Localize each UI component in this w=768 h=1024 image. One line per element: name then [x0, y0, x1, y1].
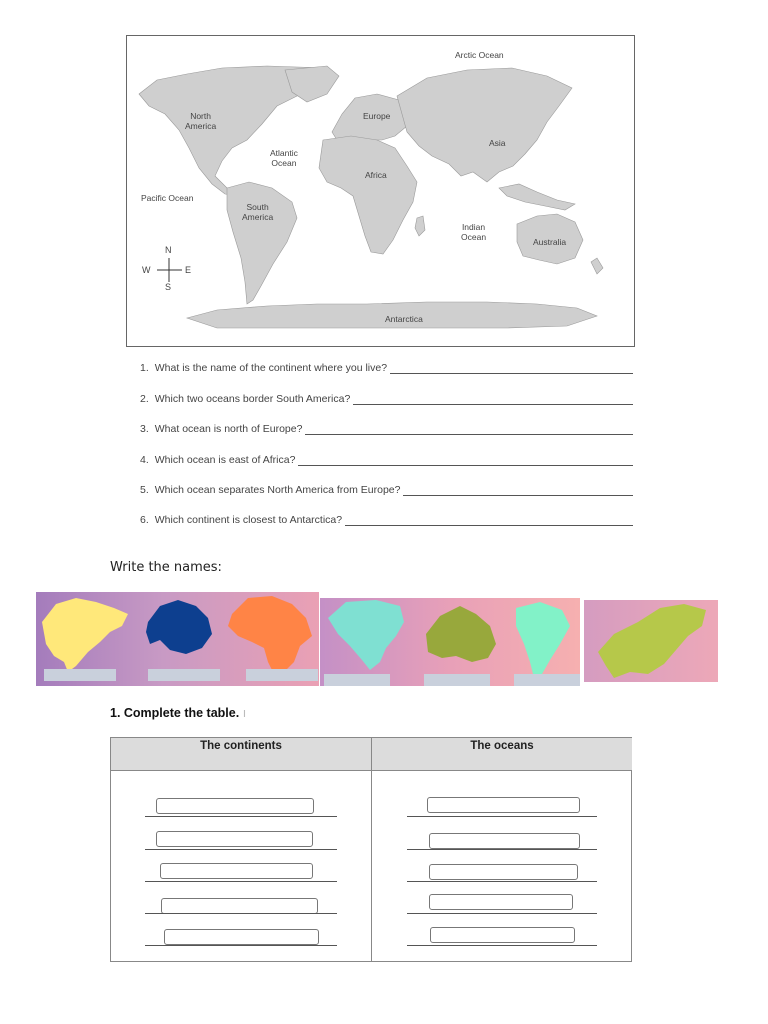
table-heading-text: 1. Complete the table.: [110, 706, 240, 720]
compass-south-label: S: [165, 282, 172, 292]
question-text: What ocean is north of Europe?: [154, 423, 303, 435]
compass-rose: [157, 258, 182, 282]
table-heading: [110, 706, 246, 720]
continent-answer-line: [145, 816, 337, 817]
question-number: 3.: [140, 423, 149, 435]
north-america-silhouette: [328, 600, 404, 670]
question-row: [140, 482, 633, 496]
north-america-label: North America: [185, 111, 217, 131]
world-map: [126, 35, 635, 347]
ocean-answer-box[interactable]: [429, 864, 578, 880]
africa-label: Africa: [365, 170, 387, 180]
answer-line[interactable]: [353, 394, 633, 405]
column-header-continents: The continents: [111, 738, 371, 771]
question-row: [140, 512, 633, 526]
column-header-oceans: The oceans: [372, 738, 632, 771]
continent-silhouettes-2: [320, 598, 580, 686]
europe-silhouette: [598, 604, 706, 678]
continent-strip-1: [36, 592, 319, 686]
question-number: 6.: [140, 514, 149, 526]
column-divider: [371, 738, 372, 961]
madagascar-shape: [415, 216, 425, 236]
continent-answer-box[interactable]: [161, 898, 318, 914]
question-text: Which two oceans border South America?: [154, 393, 351, 405]
answer-box-africa[interactable]: [246, 669, 318, 681]
atlantic-ocean-label: Atlantic Ocean: [270, 148, 298, 168]
question-row: [140, 452, 633, 466]
ocean-answer-line: [407, 945, 597, 946]
ocean-answer-box[interactable]: [427, 797, 580, 813]
australia-label: Australia: [533, 237, 567, 247]
continent-answer-line: [145, 945, 337, 946]
continent-answer-line: [145, 913, 337, 914]
answer-box-antarctica[interactable]: [148, 669, 220, 681]
continents-oceans-table: [110, 737, 632, 962]
table-heading-mark: ı: [242, 706, 247, 720]
continent-answer-box[interactable]: [156, 831, 313, 847]
asia-shape: [397, 68, 572, 182]
asia-label: Asia: [489, 138, 506, 148]
continent-strip-3: [584, 600, 718, 682]
question-row: [140, 360, 633, 374]
south-america-silhouette: [516, 602, 570, 678]
compass-west-label: W: [142, 265, 151, 275]
antarctica-silhouette: [146, 600, 212, 654]
answer-box-south-america[interactable]: [514, 674, 580, 686]
continent-silhouettes-3: [584, 600, 718, 682]
pacific-ocean-label: Pacific Ocean: [141, 193, 194, 203]
question-row: [140, 391, 633, 405]
ocean-answer-line: [407, 849, 597, 850]
africa-silhouette: [228, 596, 312, 674]
ocean-answer-box[interactable]: [429, 833, 580, 849]
question-number: 2.: [140, 393, 149, 405]
ocean-answer-line: [407, 913, 597, 914]
continent-answer-box[interactable]: [164, 929, 319, 945]
ocean-answer-box[interactable]: [430, 927, 575, 943]
answer-box-north-america[interactable]: [324, 674, 390, 686]
continent-strip-2: [320, 598, 580, 686]
continent-answer-line: [145, 849, 337, 850]
south-america-shape: [227, 182, 297, 304]
question-row: [140, 421, 633, 435]
question-number: 5.: [140, 484, 149, 496]
answer-line[interactable]: [403, 485, 633, 496]
ocean-answer-line: [407, 881, 597, 882]
question-text: Which continent is closest to Antarctica?: [154, 514, 343, 526]
asia-silhouette: [42, 598, 128, 672]
australia-silhouette: [426, 606, 496, 662]
question-text: Which ocean is east of Africa?: [154, 454, 296, 466]
ocean-answer-box[interactable]: [429, 894, 573, 910]
question-number: 4.: [140, 454, 149, 466]
question-text: What is the name of the continent where you live?: [154, 362, 388, 374]
answer-line[interactable]: [298, 455, 633, 466]
answer-line[interactable]: [345, 515, 633, 526]
answer-box-australia[interactable]: [424, 674, 490, 686]
question-text: Which ocean separates North America from Europe?: [154, 484, 401, 496]
answer-line[interactable]: [305, 424, 633, 435]
write-names-heading: Write the names:: [110, 560, 222, 575]
question-number: 1.: [140, 362, 149, 374]
new-zealand-shape: [591, 258, 603, 274]
arctic-ocean-label: Arctic Ocean: [455, 50, 504, 60]
answer-line[interactable]: [390, 363, 633, 374]
continent-answer-box[interactable]: [160, 863, 313, 879]
africa-shape: [319, 136, 417, 254]
continent-answer-box[interactable]: [156, 798, 314, 814]
answer-box-asia[interactable]: [44, 669, 116, 681]
ocean-answer-line: [407, 816, 597, 817]
world-map-drawing: [127, 36, 634, 346]
south-america-label: South America: [242, 202, 274, 222]
continent-answer-line: [145, 881, 337, 882]
antarctica-label: Antarctica: [385, 314, 423, 324]
compass-east-label: E: [185, 265, 192, 275]
indian-ocean-label: Indian Ocean: [461, 222, 487, 242]
southeast-asia-islands-shape: [499, 184, 575, 210]
europe-label: Europe: [363, 111, 391, 121]
compass-north-label: N: [165, 245, 172, 255]
